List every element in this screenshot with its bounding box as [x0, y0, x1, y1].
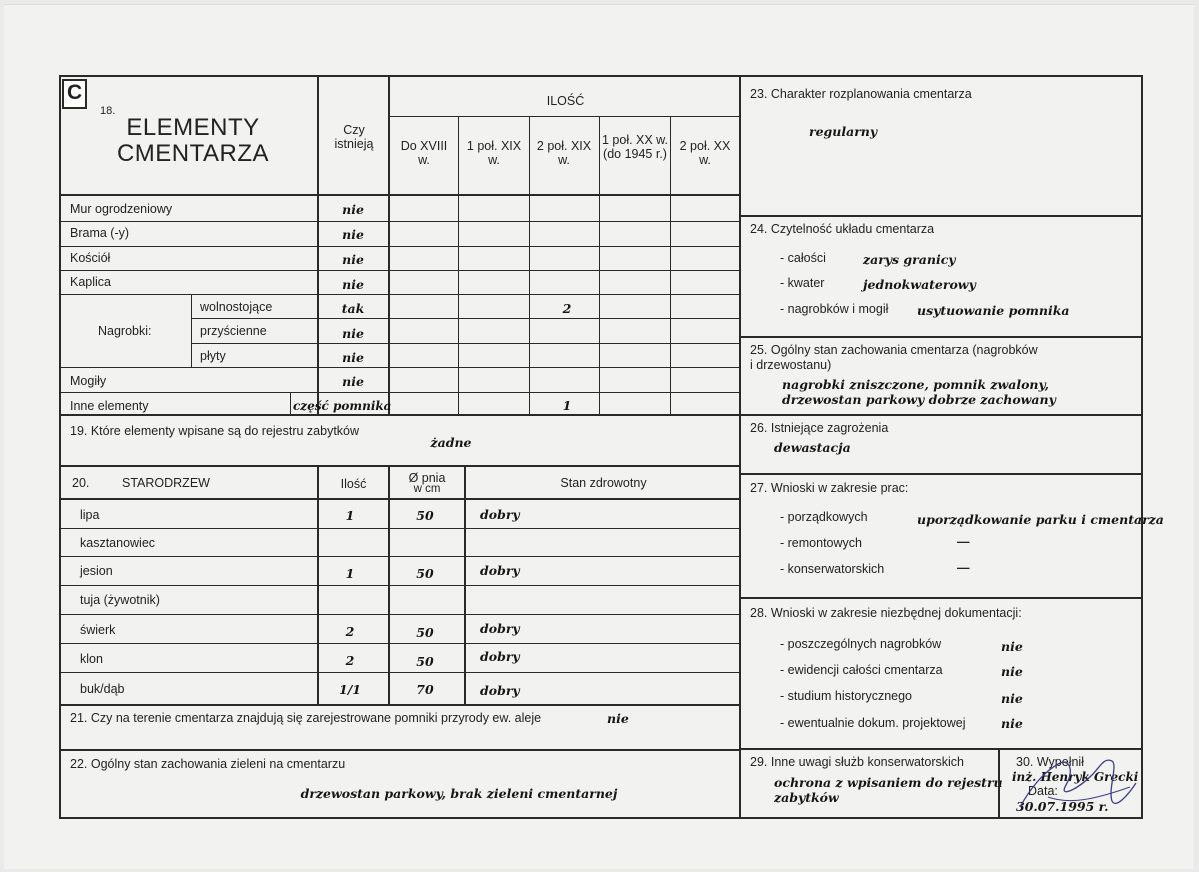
- tree-name: kasztanowiec: [80, 536, 156, 550]
- rule: [61, 643, 741, 644]
- s29-value: zabytków: [774, 790, 839, 805]
- row-value: nie: [342, 202, 364, 217]
- row-value: nie: [342, 350, 364, 365]
- s26-value: dewastacja: [774, 440, 851, 455]
- tree-pnia: 50: [416, 508, 434, 523]
- tree-name: jesion: [80, 564, 113, 578]
- rule: [191, 343, 741, 344]
- s30-name: inż. Henryk Grecki: [1012, 770, 1139, 784]
- tree-stan: dobry: [480, 507, 520, 522]
- s28-item-label: - ewidencji całości cmentarza: [780, 663, 943, 677]
- s28-item-value: nie: [1001, 664, 1023, 679]
- row-label: płyty: [200, 349, 226, 363]
- s28-label: 28. Wnioski w zakresie niezbędnej dokumentacji:: [750, 606, 1022, 620]
- tree-stan: dobry: [480, 563, 520, 578]
- s27-item-label: - remontowych: [780, 536, 862, 550]
- s22-label: 22. Ogólny stan zachowania zieleni na cmentarzu: [70, 757, 346, 771]
- count-value: 2: [562, 301, 572, 316]
- col-pnia: w cm: [413, 483, 441, 495]
- rule: [61, 672, 741, 673]
- rule: [61, 246, 741, 247]
- s24-item-label: - całości: [780, 251, 826, 265]
- s28-item-value: nie: [1001, 716, 1023, 731]
- tree-name: tuja (żywotnik): [80, 593, 160, 607]
- row-label: wolnostojące: [200, 300, 273, 314]
- s27-item-label: - porządkowych: [780, 510, 868, 524]
- ilosc-header: ILOŚĆ: [546, 94, 585, 108]
- row-value: nie: [342, 277, 364, 292]
- s25-label: 25. Ogólny stan zachowania cmentarza (nagrobków: [750, 343, 1038, 357]
- s24-item-value: zarys granicy: [863, 252, 956, 267]
- nagrobki-label: Nagrobki:: [98, 324, 152, 338]
- s19-value: żadne: [430, 435, 472, 450]
- rule: [290, 392, 291, 416]
- rule: [61, 221, 741, 222]
- period-header: 1 poł. XX w. (do 1945 r.): [601, 133, 668, 162]
- s27-item-value: —: [957, 561, 970, 575]
- col-ilosc: Ilość: [340, 477, 367, 491]
- tree-ilosc: 2: [345, 653, 355, 668]
- period-header: Do XVIII w.: [400, 139, 448, 168]
- s28-item-value: nie: [1001, 639, 1023, 654]
- period-header: 2 poł. XX w.: [679, 139, 731, 168]
- s27-item-label: - konserwatorskich: [780, 562, 885, 576]
- rule: [61, 270, 741, 271]
- s19-label: 19. Które elementy wpisane są do rejestru zabytków: [70, 424, 360, 438]
- s20-number: 20.: [72, 476, 90, 490]
- s30-label: 30. Wypełnił: [1016, 755, 1084, 769]
- s24-label: 24. Czytelność układu cmentarza: [750, 222, 935, 236]
- row-label: Mogiły: [70, 374, 107, 388]
- tree-ilosc: 1: [345, 508, 355, 523]
- row-value: część pomnika: [293, 399, 392, 413]
- s28-item-label: - ewentualnie dokum. projektowej: [780, 716, 966, 730]
- tree-name: klon: [80, 652, 103, 666]
- s27-item-value: —: [957, 535, 970, 549]
- rule: [61, 392, 741, 393]
- s30-date: 30.07.1995 r.: [1016, 799, 1109, 814]
- row-label: Brama (-y): [70, 226, 130, 240]
- rule: [529, 117, 530, 416]
- tree-pnia: 50: [416, 654, 434, 669]
- s23-label: 23. Charakter rozplanowania cmentarza: [750, 87, 972, 101]
- s18-title-2: CMENTARZA: [116, 140, 270, 167]
- col-pnia: Ø pnia: [408, 471, 446, 485]
- row-label: Kościół: [70, 251, 111, 265]
- tree-stan: dobry: [480, 649, 520, 664]
- row-label: Mur ogrodzeniowy: [70, 202, 173, 216]
- s25-value: drzewostan parkowy dobrze zachowany: [782, 392, 1056, 407]
- s19-box: [59, 414, 741, 467]
- s27-label: 27. Wnioski w zakresie prac:: [750, 481, 909, 495]
- tree-pnia: 50: [416, 566, 434, 581]
- rule: [61, 585, 741, 586]
- section-letter: C: [67, 81, 83, 104]
- row-value: tak: [341, 301, 365, 316]
- tree-ilosc: 1: [345, 566, 355, 581]
- rule: [191, 294, 192, 367]
- rule: [61, 528, 741, 529]
- rule: [61, 614, 741, 615]
- s27-item-value: uporządkowanie parku i cmentarza: [917, 512, 1164, 527]
- rule: [61, 498, 741, 500]
- tree-pnia: 70: [416, 682, 434, 697]
- tree-stan: dobry: [480, 683, 520, 698]
- rule: [191, 318, 741, 319]
- s29-label: 29. Inne uwagi służb konserwatorskich: [750, 755, 965, 769]
- s18-title-1: ELEMENTY: [126, 114, 260, 141]
- rule: [670, 117, 671, 416]
- s28-item-label: - poszczególnych nagrobków: [780, 637, 942, 651]
- row-value: nie: [342, 374, 364, 389]
- col-stan: Stan zdrowotny: [560, 476, 647, 490]
- tree-pnia: 50: [416, 625, 434, 640]
- s25-label: i drzewostanu): [750, 358, 832, 372]
- tree-stan: dobry: [480, 621, 520, 636]
- s20-title: STARODRZEW: [122, 476, 210, 490]
- rule: [599, 117, 600, 416]
- s18-number: 18.: [100, 105, 116, 117]
- row-label: przyścienne: [200, 324, 267, 338]
- tree-ilosc: 1/1: [339, 682, 361, 697]
- s30-data-label: Data:: [1028, 784, 1058, 798]
- s24-item-value: jednokwaterowy: [863, 277, 976, 292]
- s24-item-label: - nagrobków i mogił: [780, 302, 889, 316]
- s28-item-label: - studium historycznego: [780, 689, 913, 703]
- row-value: nie: [342, 227, 364, 242]
- s25-value: nagrobki zniszczone, pomnik zwalony,: [782, 377, 1049, 392]
- s26-label: 26. Istniejące zagrożenia: [750, 421, 889, 435]
- row-value: nie: [342, 252, 364, 267]
- rule: [61, 194, 741, 196]
- period-header: 1 poł. XIX w.: [466, 139, 522, 168]
- s21-label: 21. Czy na terenie cmentarza znajdują się zarejestrowane pomniki przyrody ew. aleje: [70, 711, 542, 725]
- period-header: 2 poł. XIX w.: [536, 139, 592, 168]
- form-card: [4, 4, 1194, 869]
- tree-ilosc: 2: [345, 624, 355, 639]
- row-value: nie: [342, 326, 364, 341]
- czy-istnieja-header: Czy istnieją: [334, 123, 374, 152]
- s24-item-value: usytuowanie pomnika: [917, 303, 1070, 318]
- row-label: Kaplica: [70, 275, 111, 289]
- signature: [1000, 749, 1142, 817]
- rule: [61, 556, 741, 557]
- rule: [61, 367, 741, 368]
- s28-item-value: nie: [1001, 691, 1023, 706]
- rule: [61, 294, 741, 295]
- s21-value: nie: [607, 711, 629, 726]
- s29-value: ochrona z wpisaniem do rejestru: [774, 775, 1003, 790]
- s24-item-label: - kwater: [780, 276, 825, 290]
- tree-name: buk/dąb: [80, 682, 125, 696]
- rule: [388, 116, 741, 117]
- count-value: 1: [562, 398, 572, 413]
- tree-name: lipa: [80, 508, 100, 522]
- row-label: Inne elementy: [70, 399, 149, 413]
- s22-value: drzewostan parkowy, brak zieleni cmentarnej: [300, 786, 618, 801]
- tree-name: świerk: [80, 623, 116, 637]
- s23-value: regularny: [809, 124, 878, 139]
- rule: [458, 117, 459, 416]
